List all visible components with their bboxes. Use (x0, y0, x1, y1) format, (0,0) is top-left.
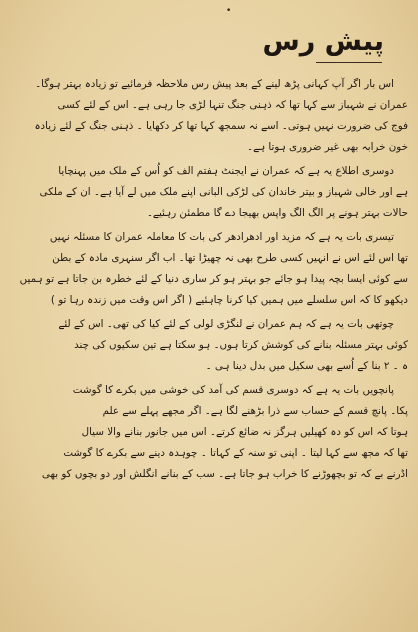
text-line: تھا اس لئے اس نے انہیں کسی طرح بھی نہ چھیڑا تھا۔ اب اگر سنہری مادہ کے بطن (52, 252, 408, 264)
text-line: ہوتا کہ اس کو دہ کھیلیں ہرگز نہ ضائع کرتے۔ اس میں جانور بنانے والا سیال (81, 426, 408, 438)
paragraph-1 (10, 74, 408, 158)
text-line: کوئی بہتر مسئلہ بنانے کی کوشش کرتا ہوں۔ ہو سکتا ہے تین سکیوں کی چند (74, 339, 408, 351)
text-line: دوسری اطلاع یہ ہے کہ عمران نے ایجنٹ ہفتم الف کو اُس کے ملک میں پہنچایا (58, 165, 394, 177)
text-line: پکا۔ پانچ قسم کے حساب سے ذرا بڑھنے لگا ہے۔ اگر مجھے پہلے سے علم (102, 405, 408, 417)
page-title: پیش رس (262, 26, 384, 57)
text-line: تیسری بات یہ ہے کہ مزید اور ادھرادھر کی بات کا معاملہ عمران کا مسئلہ نہیں (49, 231, 394, 243)
text-line: ہ ۔ ۲ بنا کے اُسے بھی سکیل میں بدل دینا ہی ۔ (205, 360, 408, 372)
text-line: حالات بہتر ہونے پر الگ الگ واپس بھیجا دے گا مطمئن رہئیے۔ (146, 207, 408, 219)
page-body (10, 74, 408, 624)
paragraph-4 (10, 314, 408, 377)
page-marker: • (226, 6, 232, 16)
paragraph-2 (10, 161, 408, 224)
text-line: فوج کی ضرورت نہیں ہوتی۔ اسے نہ سمجھ کہا تھا کر دکھایا ۔ ذہنی جنگ کے لئے زیادہ (34, 120, 408, 132)
text-line: چوتھی بات یہ ہے کہ ہم عمران نے لنگڑی لولی کے لئے کیا کی تھی۔ اس کے لئے (58, 318, 394, 330)
text-line: پانچویں بات یہ ہے کہ دوسری قسم کی آمد کی خوشی میں بکرے کا گوشت (72, 384, 394, 396)
text-line: سے کوئی ایسا بچہ پیدا ہو جائے جو بہتر ہو کر ساری دنیا کے لئے خطرہ بن جاتا ہے تو ہمیں (19, 273, 408, 285)
text-line: دیکھو کا کہ اس سلسلے میں ہمیں کیا کرنا چاہئیے ( اگر اس وقت میں زندہ رہا تو ) (50, 294, 408, 306)
text-line: تھا کہ مجھ سے کہا لیتا ۔ اپنی تو سنہ کے کہاتا ۔ چوہدہ دینے سے بکرے کا گوشت (63, 447, 408, 459)
text-line: خون خرابہ بھی غیر ضروری ہوتا ہے۔ (247, 141, 408, 153)
paragraph-3 (10, 227, 408, 311)
text-line: اس بار اگر آپ کہانی پڑھ لینے کے بعد پیش رس ملاحظہ فرمائیے تو زیادہ بہتر ہوگا۔ (35, 78, 394, 90)
title-underline (316, 62, 382, 63)
text-line: ہے اور خالی شہباز و بیتر خاندان کی لڑکی البانی اپنے ملک میں لے آیا ہے۔ ان کے ملکی (39, 186, 408, 198)
paragraph-5 (10, 380, 408, 485)
text-line: عمران نے شہباز سے کہا تھا کہ ذہنی جنگ تنہا لڑی جا رہی ہے۔ اس کے لئے کسی (57, 99, 408, 111)
text-line: اڈرنے بے کہ تو بچھوڑنے کا خراب ہو جاتا ہے۔ سب کے بنانے انگلش اور دو بچوں کو بھی (41, 468, 408, 480)
